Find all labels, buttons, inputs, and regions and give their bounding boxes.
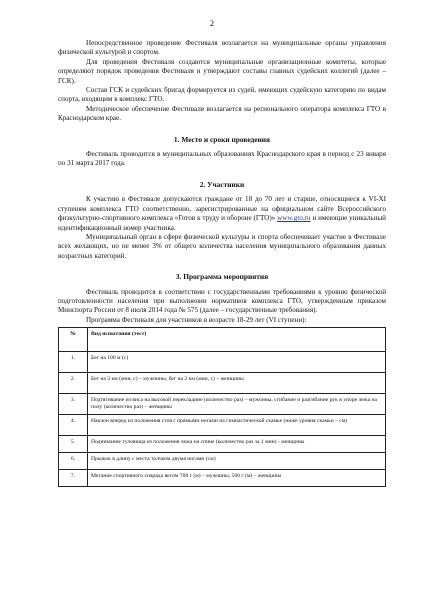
table-header-event: Вид испытания (тест) xyxy=(88,328,386,352)
row-number: 7. xyxy=(59,470,88,487)
participants-text: К участию в Фестивале допускаются граждане от 18 до 70 лет и старше, относящиеся к VI-XI ступеням комплекса ГТО соответственно, зарегистрированные на официальном сайте Всероссийского физкультурно-спортивного комплекса «Готов к труду и обороне (ГТО)» xyxy=(58,195,386,223)
section-2-paragraph-1 xyxy=(58,195,386,233)
intro-paragraph-3: Состав ГСК и судейских бригад формируется из судей, имеющих судейскую категорию по видам спорта, входящим в комплекс ГТО. xyxy=(58,86,386,104)
section-1-heading: 1. Место и сроки проведения xyxy=(173,134,271,144)
table-row xyxy=(59,415,386,436)
row-event: Бег на 3 км (мин, с) – мужчины, бег на 2 км (мин, с) – женщины xyxy=(88,373,386,394)
table-row xyxy=(59,352,386,373)
row-number: 2. xyxy=(59,373,88,394)
section-1-paragraph: Фестиваль проводится в муниципальных образованиях Краснодарского края в период с 23 января по 31 марта 2017 года. xyxy=(58,150,386,168)
table-header-number: № xyxy=(59,328,88,352)
participants-text-end: и имеющие уникальный идентификационный номер участника. xyxy=(58,214,386,232)
section-3-paragraph-1: Фестиваль проводится в соответствии с государственными требованиями к уровню физической подготовленности населения при выполнении нормативов комплекса ГТО, утвержденным приказом Минспорта России от 8 июля 2014 года № 575 (далее – государственные требования). xyxy=(58,287,386,315)
section-3-heading: 3. Программа мероприятия xyxy=(175,272,269,282)
row-number: 6. xyxy=(59,453,88,470)
row-number: 1. xyxy=(59,352,88,373)
row-event: Прыжок в длину с места толчком двумя ногами (см) xyxy=(88,453,386,470)
gto-website-link[interactable]: www.gto.ru xyxy=(277,214,311,223)
table-header-row xyxy=(59,328,386,352)
row-event: Метание спортивного снаряда весом 700 г (м) – мужчины, 500 г (м) – женщины xyxy=(88,470,386,487)
intro-paragraph-2: Для проведения Фестиваля создаются муниципальные организационные комитеты, которые определяют порядок проведения Фестиваля и утверждают составы главных судейских коллегий (далее – ГСК). xyxy=(58,57,386,85)
row-event: Наклон вперед из положения стоя с прямыми ногами на гимнастической скамье (ниже уровня скамьи – см) xyxy=(88,415,386,436)
table-row xyxy=(59,453,386,470)
table-row xyxy=(59,436,386,453)
row-event: Поднимание туловища из положения лежа на спине (количество раз за 1 мин) - женщины xyxy=(88,436,386,453)
intro-paragraph-1: Непосредственное проведение Фестиваля возлагается на муниципальные органы управления физической культурой и спортом. xyxy=(58,39,386,57)
row-number: 3. xyxy=(59,394,88,415)
events-table xyxy=(58,327,386,487)
table-row xyxy=(59,394,386,415)
row-number: 5. xyxy=(59,436,88,453)
row-event: Бег на 100 м (с) xyxy=(88,352,386,373)
page-number: 2 xyxy=(209,18,215,28)
section-2-paragraph-2: Муниципальный орган в сфере физической культуры и спорта обеспечивает участие в Фестивале всех желающих, но не менее 3% от общего количества населения муниципального образования данных возрастных категорий. xyxy=(58,232,386,260)
document-body xyxy=(58,39,386,487)
section-2-heading: 2. Участники xyxy=(199,179,245,189)
intro-paragraph-4: Методическое обеспечение Фестиваля возлагается на регионального оператора комплекса ГТО в Краснодарском крае. xyxy=(58,104,386,123)
section-3-paragraph-2: Программа Фестиваля для участников в возрасте 18-29 лет (VI ступени): xyxy=(86,315,307,324)
row-event: Подтягивание из виса на высокой перекладине (количество раз) – мужчины, сгибание и разгибание рук в упоре лежа на полу (количество раз) – женщины xyxy=(88,394,386,415)
table-row xyxy=(59,373,386,394)
row-number: 4. xyxy=(59,415,88,436)
table-row xyxy=(59,470,386,487)
